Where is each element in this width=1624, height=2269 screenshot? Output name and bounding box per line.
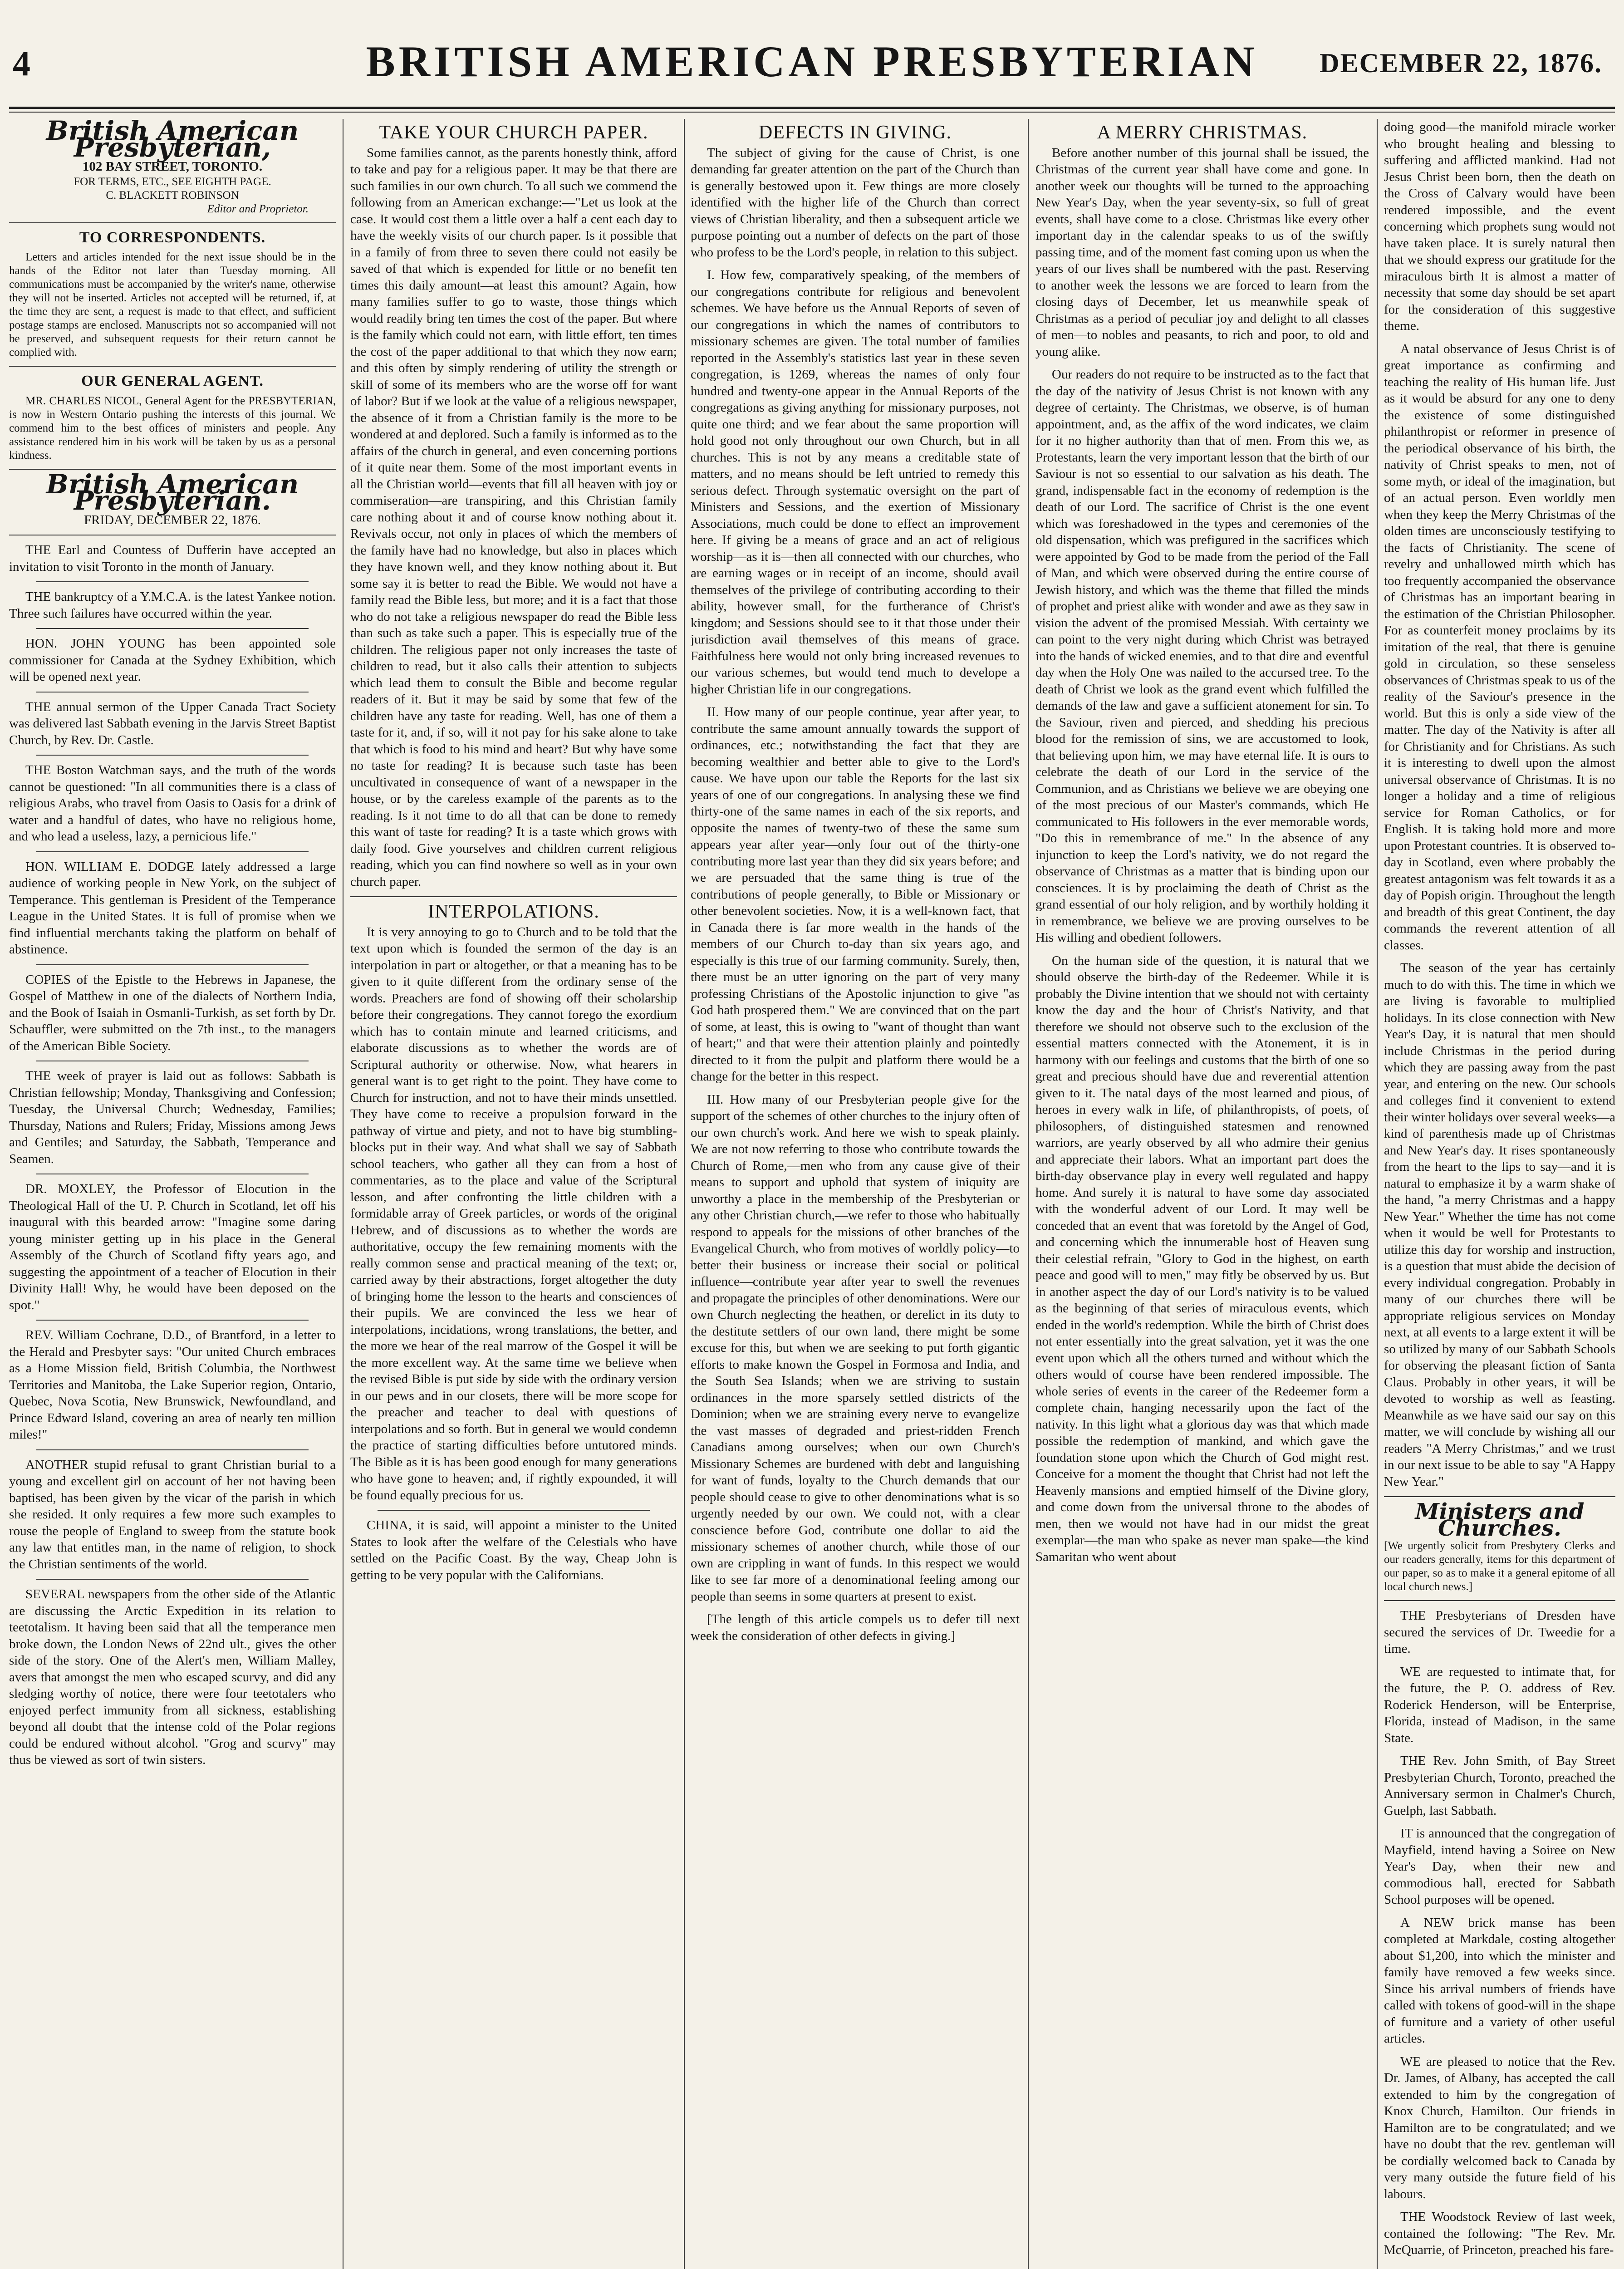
article-paragraph: I. How few, comparatively speaking, of the members of our congregations contribute for religious and benevolent schemes. We have before us the Annual Reports of seven of our congregations in which the names of contributors to missionary schemes are given. The total number of families reported in the Assembly's statistics last year in these seven congregation, is 1269, whereas the names of only four hundred and twenty-one appear in the Annual Reports of the congregations as giving anything for missionary purposes, not quite one third; and we fear about the same proportion will hold good not only throughout our own Church, but in all churches. This is not by any means a creditable state of matters, and no means should be left untried to remedy this serious defect. Through systematic oversight on the part of Ministers and Sessions, and the exertion of Missionary Associations, much could be done to effect an improvement here. If giving be a means of grace and an act of religious worship—as it is—then all connected with our churches, who are earning wages or in receipt of an income, should avail themselves of the privilege of contributing according to their ability, however small, for the furtherance of Christ's kingdom; and Sessions should see to it that those under their jurisdiction avail themselves of this means of grace. Faithfulness here would not only bring increased revenues to our various schemes, but would tend much to develope a higher Christian life in our congregations. bbox=[691, 268, 1020, 697]
news-item: HON. JOHN YOUNG has been appointed sole commissioner for Canada at the Sydney Exhibition, which will be opened next year. bbox=[9, 636, 336, 684]
column-4 bbox=[1035, 119, 1369, 2269]
article-paragraph: The subject of giving for the cause of Christ, is one demanding far greater attention on the part of the Church than is generally bestowed upon it. Few things are more closely identified with the higher life of the Church than correct views of Christian liberality, and then a subsequent article we purpose pointing out a number of defects on the part of those who profess to be the Lord's people, in relation to this subject. bbox=[691, 145, 1020, 260]
column-1 bbox=[9, 119, 336, 2269]
correspondents-notice: Letters and articles intended for the next issue should be in the hands of the Editor not later than Tuesday morning. All communications must be accompanied by the writer's name, otherwise they will not be inserted. Articles not accepted will be returned, if, at the time they are sent, a request is made to that effect, and sufficient postage stamps are enclosed. Manuscripts not so accompanied will not be preserved, and subsequent requests for their return cannot be complied with. bbox=[9, 251, 336, 359]
church-news-item: THE Rev. John Smith, of Bay Street Presbyterian Church, Toronto, preached the Anniversary sermon in Chalmer's Church, Guelph, last Sabbath. bbox=[1384, 1753, 1615, 1818]
column-2 bbox=[350, 119, 677, 2269]
editor-name: C. BLACKETT ROBINSON bbox=[106, 189, 239, 201]
news-item: CHINA, it is said, will appoint a minister to the United States to look after the welfare of the Celestials who have settled on the Pacific Coast. By the way, Cheap John is getting to be very popular with the Californians. bbox=[350, 1518, 677, 1582]
article-heading: INTERPOLATIONS. bbox=[428, 901, 599, 922]
news-item: ANOTHER stupid refusal to grant Christian burial to a young and excellent girl on account of her not having been baptised, has been given by the vicar of the parish in which she resided. It only requires a few more such examples to rouse the people of England to sweep from the statute book any law that entitles man, in the name of religion, to shock the Christian sentiments of the world. bbox=[9, 1457, 336, 1572]
church-news-item: WE are requested to intimate that, for the future, the P. O. address of Rev. Roderick Henderson, will be Enterprise, Florida, instead of Madison, in the same State. bbox=[1384, 1664, 1615, 1745]
article-heading: DEFECTS IN GIVING. bbox=[758, 122, 952, 143]
article-paragraph: The season of the year has certainly much to do with this. The time in which we are living is favorable to multiplied holidays. In its close connection with New Year's Day, it is natural that men should include Christmas in the period during which they are passing away from the past year, and entering on the new. Our schools and colleges find it convenient to extend their winter holidays over several weeks—a kind of parenthesis made up of Christmas and New Year's day. It rises spontaneously from the heart to the lips to say—and it is natural to emphasize it by a warm shake of the hand, "a merry Christmas and a happy New Year." Whether the time has not come when it would be well for Protestants to utilize this day for worship and instruction, is a question that must abide the decision of every individual congregation. Probably in many of our churches there will be appropriate religious services on Monday next, at all events to a large extent it will be so utilized by many of our Sabbath Schools for observing the pleasant fiction of Santa Claus. Probably in other years, it will be devoted to worship as well as feasting. Meanwhile as we have said our say on this matter, we will conclude by wishing all our readers "A Merry Christmas," and we trust in our next issue to be able to say "A Happy New Year." bbox=[1384, 961, 1615, 1489]
item-divider bbox=[36, 755, 309, 756]
news-item: THE Earl and Countess of Dufferin have accepted an invitation to visit Toronto in the month of January. bbox=[9, 543, 336, 574]
section-heading: Ministers and Churches. bbox=[1415, 1499, 1585, 1541]
article-heading: TAKE YOUR CHURCH PAPER. bbox=[379, 122, 648, 143]
divider bbox=[1384, 1496, 1615, 1497]
agent-heading: OUR GENERAL AGENT. bbox=[81, 373, 264, 389]
article-paragraph: Before another number of this journal shall be issued, the Christmas of the current year shall have come and gone. In another week our thoughts will be turned to the approaching New Year's Day, when the year seventy-six, so full of great events, shall have come to a close. Christmas like every other important day in the calendar speaks to us of the swiftly passing time, and of the moment fast coming upon us when the years of our lives shall be numbered with the past. Reserving to another week the lessons we are forced to learn from the closing days of December, let us meanwhile speak of Christmas as a period of peculiar joy and delight to all classes of men—to nobles and peasants, to rich and poor, to old and young alike. bbox=[1035, 145, 1369, 359]
news-item: REV. William Cochrane, D.D., of Brantford, in a letter to the Herald and Presbyter says: "Our united Church embraces as a Home Mission field, British Columbia, the Northwest Territories and Manitoba, the Lake Superior region, Ontario, Quebec, Nova Scotia, New Brunswick, Newfoundland, and Prince Edward Island, covering an area of nearly ten million miles!" bbox=[9, 1328, 336, 1442]
news-item: SEVERAL newspapers from the other side of the Atlantic are discussing the Arctic Expedition in its relation to teetotalism. It having been said that all the temperance men broke down, the London News of 22nd ult., gives the other side of the story. One of the Alert's men, William Malley, avers that amongst the men who escaped scurvy, and did any sledging worthy of notice, there were four teetotalers who enjoyed perfect immunity from all sickness, establishing beyond all doubt that the intense cold of the Polar regions could be endured without alcohol. "Grog and scurvy" may thus be viewed as sort of twin sisters. bbox=[9, 1587, 336, 1767]
church-news-item: THE Woodstock Review of last week, contained the following: "The Rev. Mr. McQuarrie, of Princeton, preached his fare- bbox=[1384, 2210, 1615, 2257]
item-divider bbox=[36, 851, 309, 852]
column-3 bbox=[691, 119, 1020, 2269]
article-footnote: [The length of this article compels us to defer till next week the consideration of other defects in giving.] bbox=[691, 1612, 1020, 1643]
office-address: 102 BAY STREET, TORONTO. bbox=[82, 159, 263, 174]
article-heading: A MERRY CHRISTMAS. bbox=[1097, 122, 1308, 143]
news-item: COPIES of the Epistle to the Hebrews in Japanese, the Gospel of Matthew in one of the dialects of Northern India, and the Book of Isaiah in Osmanli-Turkish, as set forth by Dr. Schauffler, were submitted on the 7th inst., to the managers of the American Bible Society. bbox=[9, 972, 336, 1053]
dateline: FRIDAY, DECEMBER 22, 1876. bbox=[84, 512, 261, 527]
column-divider bbox=[684, 119, 685, 2269]
correspondents-heading: TO CORRESPONDENTS. bbox=[79, 229, 266, 246]
church-news-item: THE Presbyterians of Dresden have secured the services of Dr. Tweedie for a time. bbox=[1384, 1608, 1615, 1656]
column-divider bbox=[1377, 119, 1378, 2269]
item-divider bbox=[36, 581, 309, 582]
nameplate: British American Presbyterian, bbox=[46, 119, 299, 163]
terms-note: FOR TERMS, ETC., SEE EIGHTH PAGE. bbox=[74, 175, 271, 188]
news-item: THE bankruptcy of a Y.M.C.A. is the latest Yankee notion. Three such failures have occurred within the year. bbox=[9, 589, 336, 621]
news-item: THE week of prayer is laid out as follows: Sabbath is Christian fellowship; Monday, Thanksgiving and Confession; Tuesday, the Universal Church; Wednesday, Families; Thursday, Nations and Rulers; Friday, Missions among Jews and Gentiles; and Saturday, the Sabbath, Temperance and Seamen. bbox=[9, 1069, 336, 1166]
issue-date: DECEMBER 22, 1876. bbox=[1320, 48, 1602, 78]
divider bbox=[9, 222, 336, 223]
article-paragraph: II. How many of our people continue, year after year, to contribute the same amount annually towards the support of ordinances, etc.; notwithstanding the fact that they are becoming wealthier and better able to give to the Lord's cause. We have upon our table the Reports for the last six years of one of our congregations. In analysing these we find thirty-one of the same names in each of the six reports, and opposite the names of twenty-two of these the same sum appears year after year—only four out of the thirty-one contributing more last year than they did six years before; and we are persuaded that the same thing is true of the contributions of people generally, to Bible or Missionary or other benevolent societies. Now, it is a well-known fact, that in Canada there is far more wealth in the hands of the members of our Church to-day than six years ago, and especially is this true of our farming community. Surely, then, there must be an utter ignoring on the part of very many professing Christians of the Apostolic injunction to give "as God hath prospered them." We are convinced that on the part of some, at least, this is owing to "want of thought than want of heart;" and that were their attention plainly and pointedly directed to it from the pulpit and platform there would be a change for the better in this respect. bbox=[691, 705, 1020, 1084]
church-news-item: WE are pleased to notice that the Rev. Dr. James, of Albany, has accepted the call extended to him by the congregation of Knox Church, Hamilton. Our friends in Hamilton are to be congratulated; and we have no doubt that the rev. gentleman will be cordially welcomed back to Canada by very many outside the future field of his labours. bbox=[1384, 2054, 1615, 2201]
divider bbox=[9, 366, 336, 367]
article-paragraph: doing good—the manifold miracle worker who brought healing and blessing to suffering and afflicted mankind. Had not Jesus Christ been born, then the death on the Cross of Calvary would have been rendered impossible, and the event concerning which prophets sung would not have taken place. It is surely natural then that we should express our gratitude for the miraculous birth It is almost a matter of necessity that some day should be set apart for the consideration of this suggestive theme. bbox=[1384, 120, 1615, 333]
article-paragraph: Our readers do not require to be instructed as to the fact that the day of the nativity of Jesus Christ is not known with any degree of certainty. The Christmas, we observe, is of human appointment, and, as the affix of the word indicates, we claim for it no higher authority than that of men. From this we, as Protestants, learn the very important lesson that the birth of our Saviour is not so essential to our salvation as his death. The grand, indispensable fact in the economy of redemption is the death of our Lord. The sacrifice of Christ is the one event which was foreshadowed in the types and ceremonies of the old dispensation, which was prefigured in the sacrifices which were appointed by God to be made from the period of the Fall of Man, and which were observed during the entire course of Jewish history, and which was the theme that filled the minds of prophet and priest alike with wonder and awe as they saw in vision the advent of the promised Messiah. With certainty we can point to the very night during which Christ was betrayed into the hands of wicked enemies, and to that dire and eventful day when the Holy One was nailed to the accursed tree. To the death of Christ we look as the grand event which fulfilled the demands of the law and gave a sufficient atonement for sin. To the Saviour, riven and pierced, and shedding his precious blood for the remission of sins, we are accustomed to look, that believing upon him, we may have eternal life. It is ours to celebrate the death of our Lord in the service of the Communion, and as Christians we believe we are obeying one of the most precious of our Master's commands, which He communicated to His followers in the ever memorable words, "Do this in remembrance of me." In the absence of any injunction to keep the Lord's nativity, we do not regard the observance of Christmas as a matter that is binding upon our consciences. It is by proclaiming the death of Christ as the grand essential of our holy religion, and by worthily holding it in remembrance, we believe we are proving ourselves to be His willing and obedient followers. bbox=[1035, 367, 1369, 945]
item-divider bbox=[36, 628, 309, 629]
news-item: THE annual sermon of the Upper Canada Tract Society was delivered last Sabbath evening in the Jarvis Street Baptist Church, by Rev. Dr. Castle. bbox=[9, 699, 336, 747]
header-rule bbox=[9, 107, 1615, 109]
news-item: DR. MOXLEY, the Professor of Elocution in the Theological Hall of the U. P. Church in Scotland, let off his inaugural with this bearded arrow: "Imagine some daring young minister getting up in his place in the General Assembly of the Church of Scotland fifty years ago, and suggesting the appointment of a teacher of Elocution in their Divinity Hall! Why, he would have been deposed on the spot." bbox=[9, 1182, 336, 1312]
section-note: [We urgently solicit from Presbytery Clerks and our readers generally, items for this department of our paper, so as to make it a general epitome of all local church news.] bbox=[1384, 1540, 1615, 1593]
agent-notice: MR. CHARLES NICOL, General Agent for the PRESBYTERIAN, is now in Western Ontario pushing the interests of this journal. We commend him to the best offices of ministers and people. Any assistance rendered him in his work will be taken by us as a personal kindness. bbox=[9, 394, 336, 462]
page-number: 4 bbox=[13, 44, 30, 83]
article-paragraph: A natal observance of Jesus Christ is of great importance as confirming and teaching the reality of His human life. Just as it would be absurd for any one to deny the existence of some distinguished philanthropist or reformer in presence of the periodical observance of his birth, the nativity of Christ speaks to men, not of some myth, or ideal of the imagination, but of an actual person. Even worldly men when they keep the Merry Christmas of the olden times are unconsciously testifying to the facts of Christianity. The scene of revelry and unhallowed mirth which has too frequently accompanied the observance of Christmas has an important bearing in the estimation of the Christian Philosopher. For as counterfeit money proclaims by its imitation of the real, that there is genuine gold in circulation, so these senseless observances of Christmas speak to us of the reality of the Saviour's presence in the world. But this is only a side view of the matter. The day of the Nativity is after all for Christianity and for Christians. As such it is interesting to dwell upon the almost universal observance of Christmas. It is no longer a holiday and a time of religious service for Roman Catholics, or for English. It is taking hold more and more upon Protestant countries. It is observed to-day in Scotland, even where probably the greatest antagonism was felt towards it as a day of Popish origin. Throughout the length and breadth of this great Continent, the day commands the reverent attention of all classes. bbox=[1384, 341, 1615, 953]
column-5 bbox=[1384, 119, 1615, 2269]
article-paragraph: III. How many of our Presbyterian people give for the support of the schemes of other churches to the injury often of our own church's work. And here we wish to speak plainly. We are not now referring to those who contribute towards the Church of Rome,—men who from any cause give of their means to support and uphold that system of iniquity are unworthy a place in the membership of the Presbyterian or any other Christian church,—we refer to those who habitually respond to appeals for the missions of other branches of the Evangelical Church, who from motives of worldly policy—to better their business or increase their social or political influence—contribute year after year to swell the revenues and propagate the principles of other denominations. Were our own Church neglecting the heathen, or derelict in its duty to the destitute settlers of our own land, there might be some excuse for this, but when we are seeking to put forth gigantic efforts to make known the Gospel in Formosa and India, and the South Sea Islands; when we are striving to sustain ordinances in the more sparsely settled districts of the Dominion; when we are straining every nerve to evangelize the vast masses of degraded and priest-ridden French Canadians among ourselves; when our own Church's Missionary Schemes are burdened with debt and languishing for want of funds, loyalty to the Church demands that our people should cease to give to other denominations what is so urgently needed by our own. We could not, with a clear conscience before God, contribute one dollar to aid the missionary schemes of another church, while those of our own are crippling in want of funds. In this respect we would like to see far more of a denominational feeling among our people than seems in some quarters at present to exist. bbox=[691, 1092, 1020, 1604]
item-divider bbox=[36, 1320, 309, 1321]
nameplate-secondary: British American Presbyterian. bbox=[46, 468, 299, 516]
header-rule-thin bbox=[9, 112, 1615, 113]
article-paragraph: Some families cannot, as the parents honestly think, afford to take and pay for a religious paper. It may be that there are such families in our own church. To all such we commend the following from an American exchange:—"Let us look at the case. It would cost them a little over a half a cent each day to have the weekly visits of our church paper. Is it possible that in a family of from three to seven there could not easily be saved of that which is expended for little or no benefit ten times this daily amount—at least this amount? Again, how many families suffer to go to waste, those things which would readily bring ten times the cost of the paper. But where is the family which could not earn, with little effort, ten times the cost of the paper additional to that which they now earn; and this often by simply rendering of utility the strength or skill of some of its members who are the worse off for want of labor? But if we look at the value of a religious newspaper, the absence of it from a Christian family is the more to be wondered at and deplored. Such a family is informed as to the affairs of the church in general, and even concerning portions of it quite near them. Some of the most important events in all the Christian world—events that fill all heaven with joy or commiseration—are transpiring, and this Christian family care nothing about it and of course know nothing about it. Revivals occur, not only in places of which the members of the family have had no knowledge, but also in places which they have known well, and they know nothing about it. But some say it is better to read the Bible. We would not have a family read the Bible less, but more; and it is a fact that those who do not take a religious newspaper do read the Bible less than such as take such a paper. This is especially true of the children. The religious paper not only increases the taste of children to read, but it also calls their attention to subjects which lead them to consult the Bible and become regular readers of it. But it may be said by some that few of the children have any taste for reading. Well, has one of them a taste for it, and, if so, will it not pay for his sake alone to take that which is food to his mind and heart? But why have some no taste for reading? It is because such taste has been uncultivated in consequence of want of a newspaper in the house, or by the careless example of the parents as to the reading. Is it not time to do all that can be done to remedy this want of taste for reading? It is a taste which grows with daily food. Give yourselves and children current religious reading, which you can find nowhere so well as in your own church paper. bbox=[350, 145, 677, 889]
masthead: BRITISH AMERICAN PRESBYTERIAN bbox=[366, 37, 1258, 86]
church-news-item: IT is announced that the congregation of Mayfield, intend having a Soiree on New Year's Day, when their new and commodious hall, erected for Sabbath School purposes will be opened. bbox=[1384, 1826, 1615, 1907]
item-divider bbox=[36, 1449, 309, 1450]
column-divider bbox=[1028, 119, 1029, 2269]
page-header bbox=[0, 0, 1624, 91]
article-paragraph: It is very annoying to go to Church and to be told that the text upon which is founded the sermon of the day is an interpolation in part or altogether, or that a meaning has to be given to it quite different from the ordinary sense of the words. Preachers are fond of showing off their scholarship before their congregations. They cannot forego the exordium which has to contain minute and learned criticisms, and elaborate discussions as to whether the words are of Scriptural authority or otherwise. Now, what hearers in general want is to get right to the point. They have come to Church for instruction, and not to have their minds unsettled. They have come to receive a propulsion forward in the pathway of virtue and piety, and not to have big stumbling-blocks put in their way. And what shall we say of Sabbath school teachers, who gather all they can from a host of commentaries, as to the place and value of the Scriptural lesson, and after confronting the little children with a formidable array of Greek particles, or words of the original Hebrew, and of discussions as to whether the words are authoritative, occupy the few remaining moments with the really common sense and practical meaning of the text; or, carried away by their abstractions, forget altogether the duty of bringing home the lesson to the hearts and consciences of their pupils. We are convinced the less we hear of interpolations, incidations, wrong translations, the better, and the more we hear of the real marrow of the Gospel it will be the more excellent way. At the same time we believe when the revised Bible is put side by side with the ordinary version in our pews and in our closets, there will be more scope for the preacher and teacher to deal with questions of interpolations and so forth. But in general we would condemn the practice of starting difficulties before untutored minds. The Bible as it is has been good enough for many generations who have gone to heaven; and, if rightly expounded, it will be found equally precious for us. bbox=[350, 924, 677, 1503]
editor-title: Editor and Proprietor. bbox=[207, 202, 309, 215]
divider bbox=[1384, 1600, 1615, 1601]
item-divider bbox=[378, 1510, 650, 1511]
article-paragraph: On the human side of the question, it is natural that we should observe the birth-day of the Redeemer. While it is probably the Divine intention that we should not with certainty know the day and the hour of Christ's Nativity, and that therefore we should not observe such to the exclusion of the essential matters connected with the Atonement, it is in harmony with our feelings and customs that the birth of one so great and precious should have due and reverential attention given to it. The natal days of the most learned and pious, of heroes in every walk in life, of philanthropists, of poets, of philosophers, of distinguished statesmen and renowned warriors, are yearly observed by all who admire their genius and appreciate their labors. What an important part does the birth-day observance play in every well regulated and happy home. And surely it is natural to have some day associated with the wonderful advent of our Lord. It may well be conceded that an event that was foretold by the Angel of God, and concerning which the innumerable host of Heaven sung their celestial refrain, "Glory to God in the highest, on earth peace and good will to men," may fitly be observed by us. But in another aspect the day of our Lord's nativity is to be valued as the beginning of that series of miraculous events, which ended in the world's redemption. While the birth of Christ does not enter essentially into the great salvation, yet it was the one event upon which all the others turned and without which the others would of course have been rendered impossible. The whole series of events in the career of the Redeemer form a complete chain, hanging necessarily upon the fact of the nativity. In this light what a glorious day was that which made possible the redemption of mankind, and which gave the foundation stone upon which the Church of God might rest. Conceive for a moment the thought that Christ had not left the Heavenly mansions and emptied himself of the Divine glory, and come down from the universal throne to the abodes of men, then we would not have had in our midst the great exemplar—the man who spake as never man spake—the kind Samaritan who went about bbox=[1035, 953, 1369, 1564]
item-divider bbox=[36, 1579, 309, 1580]
church-news-item: A NEW brick manse has been completed at Markdale, costing altogether about $1,200, into which the minister and family have removed a few weeks since. Since his arrival numbers of friends have called with tokens of good-will in the shape of furniture and a variety of other useful articles. bbox=[1384, 1915, 1615, 2046]
news-item: HON. WILLIAM E. DODGE lately addressed a large audience of working people in New York, on the subject of Temperance. This gentleman is President of the Temperance League in the United States. It is full of promise when we find influential merchants taking the platform on behalf of abstinence. bbox=[9, 859, 336, 957]
divider bbox=[350, 896, 677, 897]
item-divider bbox=[36, 964, 309, 965]
news-item: THE Boston Watchman says, and the truth of the words cannot be questioned: "In all communities there is a class of religious Arabs, who travel from Oasis to Oasis for a drink of water and a handful of dates, who have no religious home, and who lead a useless, lazy, a pernicious life." bbox=[9, 763, 336, 844]
